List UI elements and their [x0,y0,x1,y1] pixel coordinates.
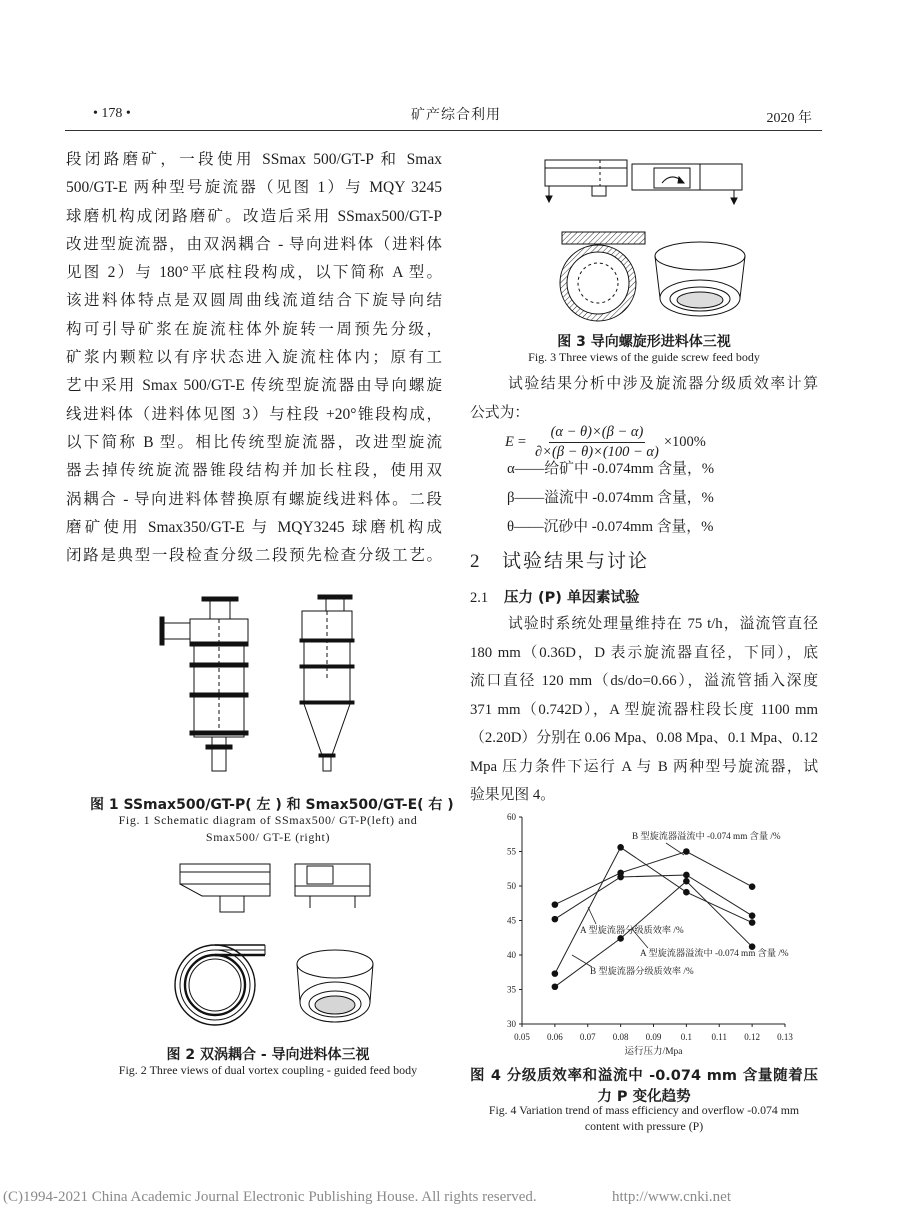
text-line: 流口直径 120 mm（ds/do=0.66），溢流管插入深度 [470,673,818,689]
text-line: 试验时系统处理量维持在 75 t/h，溢流管直径 [508,616,818,632]
text-line: 500/GT-E 两种型号旋流器（见图 1）与 MQY 3245 [66,179,442,197]
section-title: 试验结果与讨论 [502,551,650,572]
text-line: 验果见图 4。 [470,787,556,803]
data-point [552,916,559,923]
text-line: 试验结果分析中涉及旋流器分级质效率计算 [508,376,818,392]
figure4-caption-en-line: content with pressure (P) [584,1119,704,1133]
dual-vortex-top-view-spiral [175,945,265,1025]
text-line: 构可引导矿浆在旋流柱体外旋转一周预先分级， [66,320,442,338]
guide-screw-front-view [545,160,627,202]
formula-definitions [507,455,714,542]
data-point [552,983,559,990]
y-tick-label: 50 [507,881,516,891]
series-annotation-label: A 型旋流器分级质效率 /% [580,925,684,935]
figure2-dual-vortex-views [170,852,375,1042]
figure1-hydrocyclone-drawings [150,585,380,775]
guide-screw-3d-view [655,242,745,316]
definition-theta: θ——沉砂中 -0.074mm 含量，% [507,519,714,535]
y-tick-label: 55 [507,846,516,857]
figure2-caption-en: Fig. 2 Three views of dual vortex coupling - guided feed body [118,1063,418,1077]
issue-year: 2020 年 [766,111,812,126]
data-point [749,912,756,919]
formula-lhs: E [505,434,514,450]
formula-suffix: ×100% [663,434,706,450]
series-annotation-label: B 型旋流器溢流中 -0.074 mm 含量 /% [632,831,781,841]
figure2-caption-cn: 图 2 双涡耦合 - 导向进料体三视 [166,1047,370,1063]
definition-beta: β——溢流中 -0.074mm 含量，% [507,490,714,506]
guide-screw-top-view-spiral [560,232,645,321]
data-point [617,935,624,942]
page-number: • 178 • [93,106,131,121]
journal-title: 矿产综合利用 [411,108,501,123]
left-column-paragraph [66,146,442,570]
figure4-caption-en-line: Fig. 4 Variation trend of mass efficiency and overflow -0.074 mm [488,1103,800,1117]
text-line: 涡耦合 - 导向进料体替换原有螺旋线进料体。二段 [66,490,442,508]
text-line: 段闭路磨矿，一段使用 SSmax 500/GT-P 和 Smax [66,151,442,168]
x-tick-label: 0.08 [612,1032,629,1042]
data-point [552,970,559,977]
x-tick-label: 0.1 [680,1032,692,1042]
subsection-title: 压力 (P) 单因素试验 [504,590,640,606]
formula-denominator: ∂×(β − θ)×(100 − α) [535,444,659,460]
annotation-leader-line [572,955,592,967]
dual-vortex-3d-view [297,950,373,1022]
guide-screw-side-view [632,164,742,204]
section-heading [470,546,649,573]
series-line [555,875,752,919]
data-point [683,872,690,879]
dual-vortex-side-view [295,864,370,908]
footer-copyright: (C)1994-2021 China Academic Journal Electronic Publishing House. All rights reserved. [3,1189,537,1205]
text-line: 改进型旋流器，由双涡耦合 - 导向进料体（进料体 [66,235,442,253]
text-line: 线进料体（进料体见图 3）与柱段 +20°锥段构成， [66,405,442,423]
text-line: 艺中采用 Smax 500/GT-E 传统型旋流器由导向螺旋 [66,377,442,395]
x-tick-label: 0.05 [514,1032,530,1042]
text-line: 180 mm（0.36D，D 表示旋流器直径，下同），底 [470,644,818,661]
x-axis-label: 运行压力/Mpa [624,1047,683,1057]
x-tick-label: 0.09 [645,1032,662,1042]
hydrocyclone-right-drawing [300,595,354,771]
x-tick-label: 0.13 [777,1032,793,1042]
text-line: 该进料体特点是双圆周曲线流道结合下旋导向结 [66,292,442,310]
annotation-leader-line [666,843,684,855]
footer-url: http://www.cnki.net [612,1189,732,1205]
data-point [749,883,756,890]
series-annotation-label: B 型旋流器分级质效率 /% [590,966,694,976]
figure4-line-chart [490,805,820,1063]
data-point [683,889,690,896]
text-line: Mpa 压力条件下运行 A 与 B 两种型号旋流器，试 [470,758,818,775]
text-line: 以下简称 B 型。相比传统型旋流器，改进型旋流 [66,433,442,451]
section-number: 2 [470,551,480,572]
data-point [683,878,690,885]
text-line: 闭路是典型一段检查分级二段预先检查分级工艺。 [66,547,442,565]
data-point [749,919,756,926]
text-line: （2.20D）分别在 0.06 Mpa、0.08 Mpa、0.1 Mpa、0.12 [470,730,818,746]
dual-vortex-front-view [180,864,270,912]
hydrocyclone-left-drawing [160,597,248,771]
y-tick-label: 35 [507,984,516,995]
formula-intro [470,370,818,427]
formula-numerator: (α − θ)×(β − α) [549,424,646,443]
data-point [617,844,624,851]
figure4-caption-cn-line: 图 4 分级质效率和溢流中 -0.074 mm 含量随着压 [470,1068,818,1084]
text-line: 球磨机构成闭路磨矿。改造后采用 SSmax500/GT-P [66,207,442,225]
right-column-paragraph [470,610,818,810]
text-line: 器去掉传统旋流器锥段结构并加长柱段，使用双 [66,462,442,480]
subsection-number: 2.1 [470,590,489,606]
series-line [555,852,752,905]
x-tick-label: 0.11 [711,1032,727,1042]
figure1-caption-en-line: Fig. 1 Schematic diagram of SSmax500/ GT-P(left) and [118,813,418,827]
text-line: 见图 2）与 180°平底柱段构成，以下简称 A 型。 [66,264,442,282]
y-tick-label: 40 [507,950,516,960]
series-annotation-label: A 型旋流器溢流中 -0.074 mm 含量 /% [640,948,789,958]
figure3-caption-en: Fig. 3 Three views of the guide screw feed body [528,350,760,364]
definition-alpha: α——给矿中 -0.074mm 含量，% [507,461,715,477]
figure3-guide-screw-views [540,156,750,332]
text-line: 371 mm（0.742D），A 型旋流器柱段长度 1100 mm [470,701,818,718]
data-point [552,901,559,908]
y-tick-label: 30 [507,1019,516,1029]
y-tick-label: 45 [507,915,516,926]
text-line: 磨矿使用 Smax350/GT-E 与 MQY3245 球磨机构成 [66,518,442,536]
figure4-caption-cn-line: 力 P 变化趋势 [597,1089,691,1105]
data-point [617,874,624,881]
figure1-caption-cn: 图 1 SSmax500/GT-P( 左 ) 和 Smax500/GT-E( 右 ) [90,797,454,813]
text-line: 矿浆内颗粒以有序状态进入旋流柱体内；原有工 [66,349,442,367]
annotation-leader-line [588,907,596,924]
data-point [683,848,690,855]
subsection-heading [470,586,639,607]
figure1-caption-en-line: Smax500/ GT-E (right) [205,830,331,844]
x-tick-label: 0.06 [547,1032,563,1042]
figure3-caption-cn: 图 3 导向螺旋形进料体三视 [557,334,731,350]
y-tick-label: 60 [507,812,516,822]
text-line: 公式为： [470,404,530,421]
x-tick-label: 0.12 [744,1032,760,1042]
x-tick-label: 0.07 [579,1032,596,1042]
formula-equals: = [517,434,527,450]
header-rule [65,130,822,131]
